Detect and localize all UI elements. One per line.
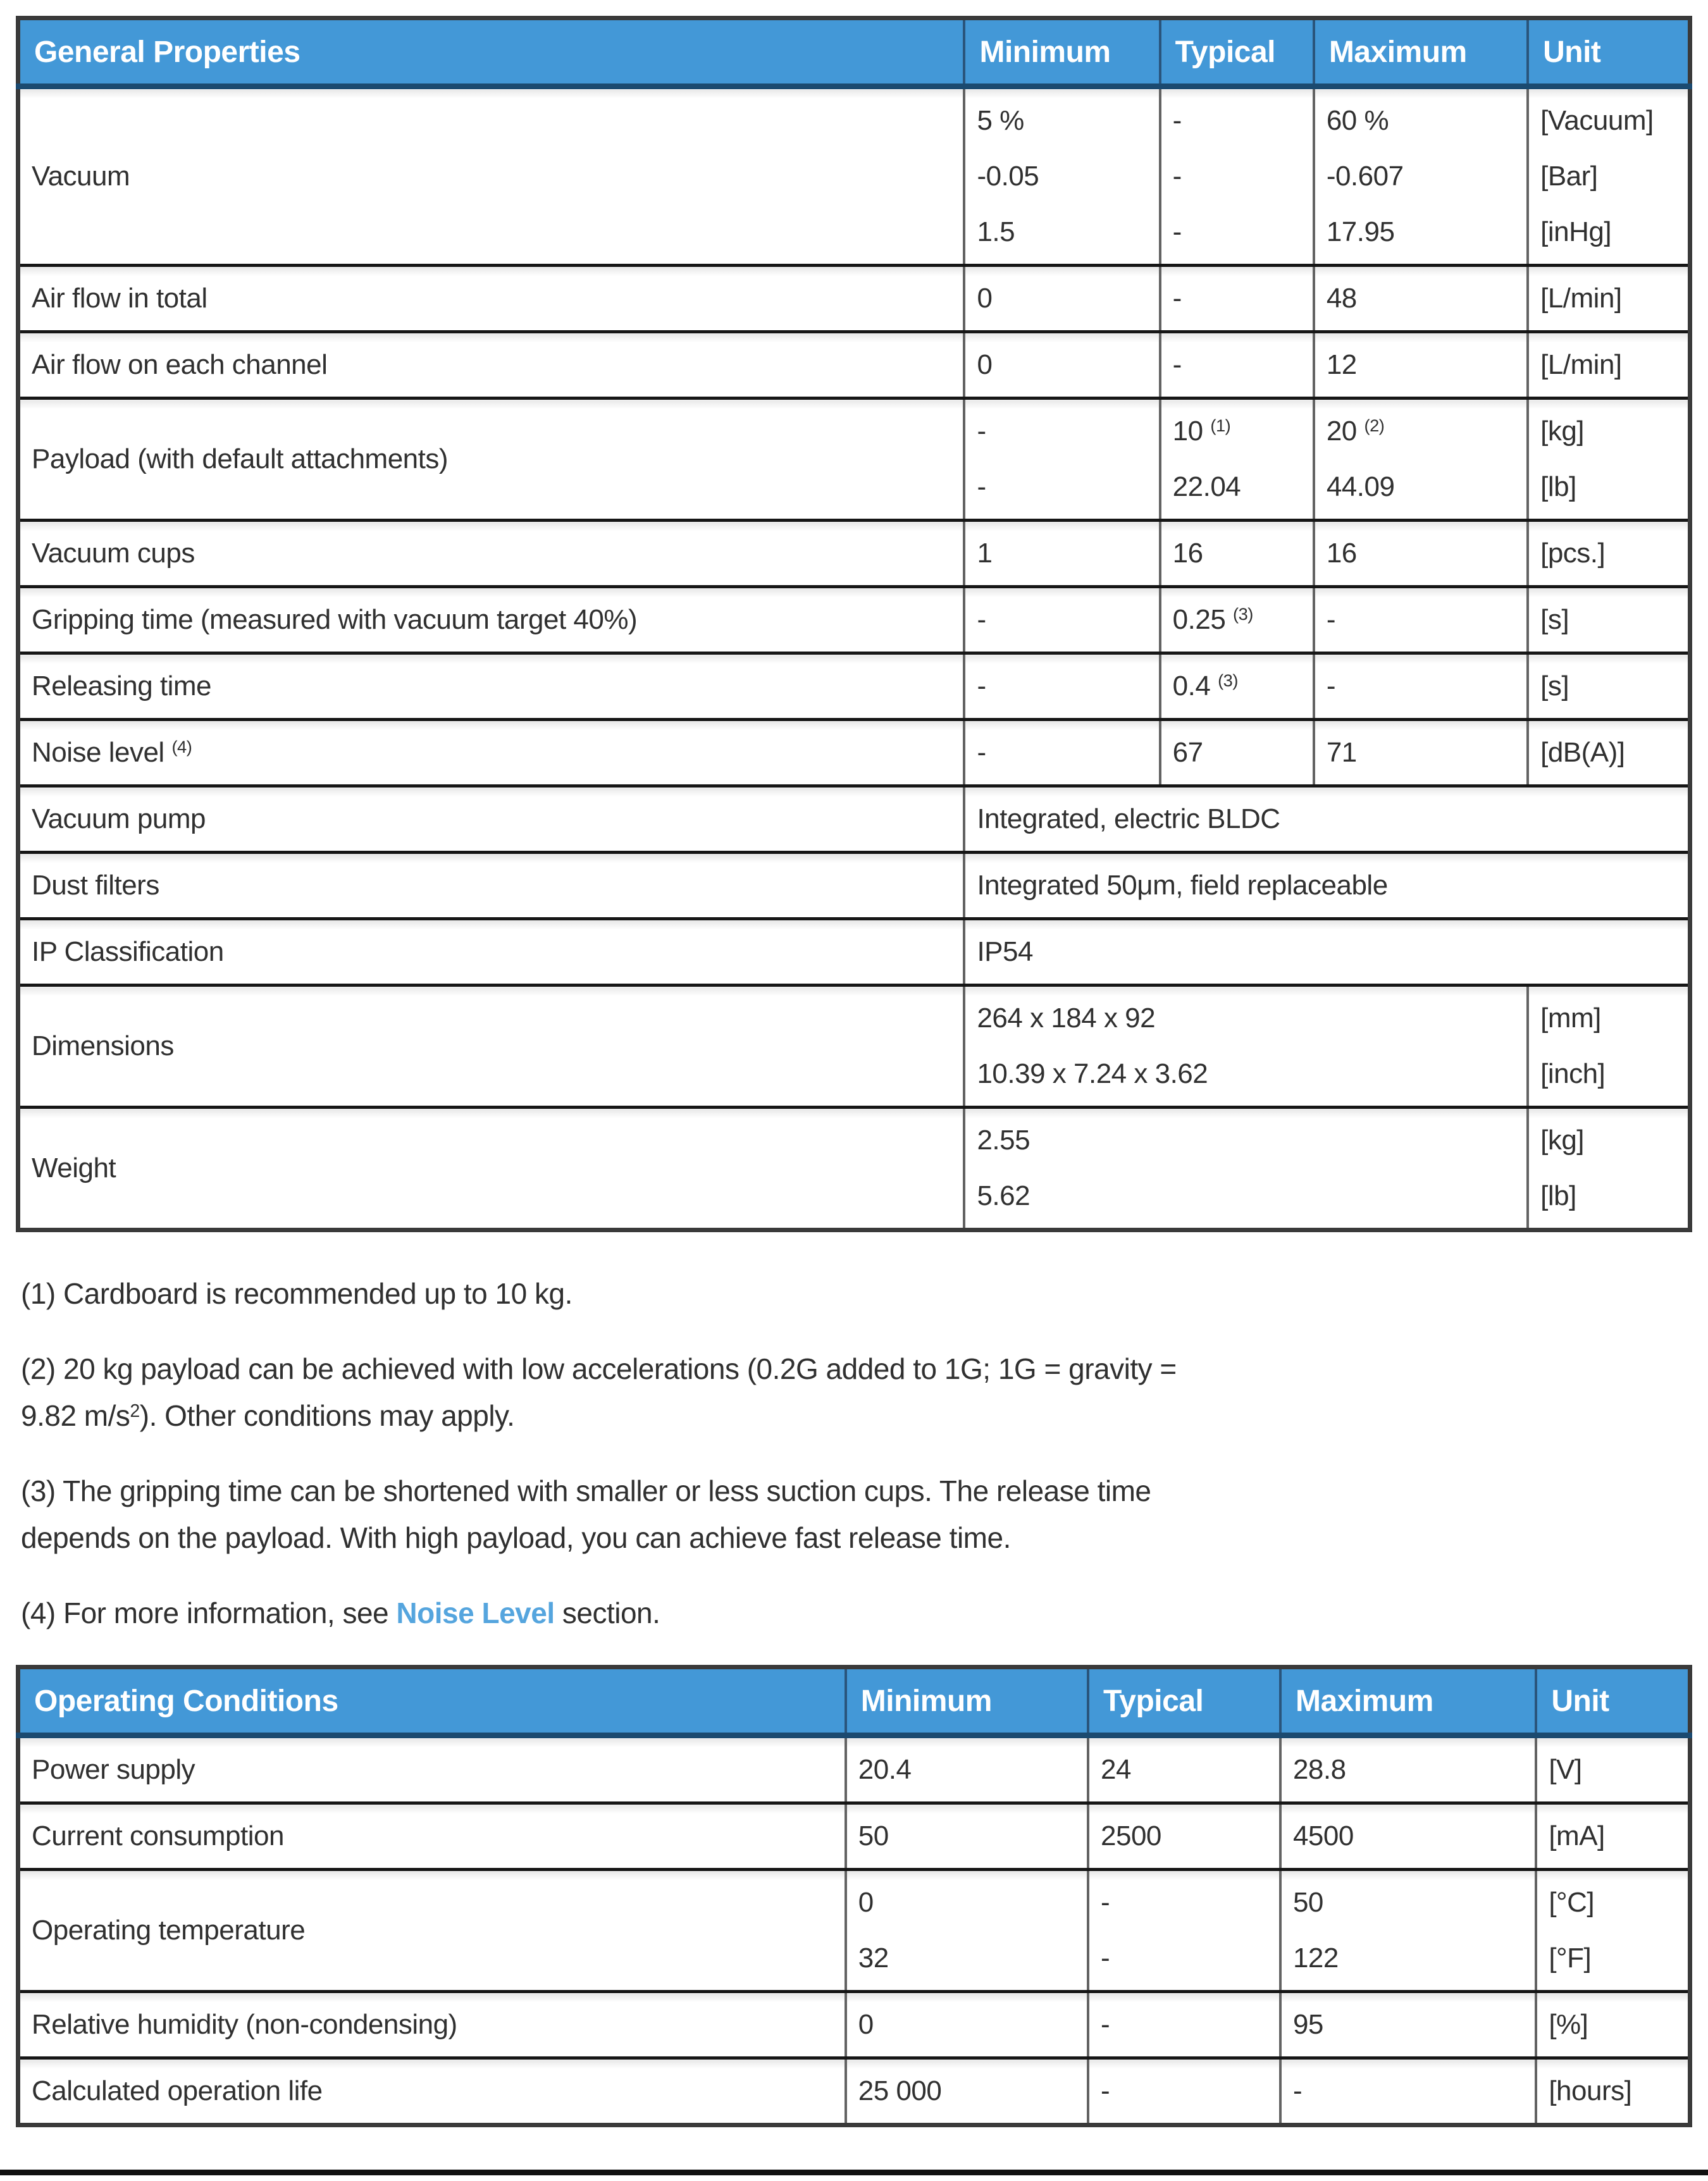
footnote-line bbox=[21, 1345, 1676, 1392]
table-cell bbox=[1528, 720, 1690, 786]
cell-line: 60 % bbox=[1326, 105, 1389, 136]
footnote-text: (1) Cardboard is recommended up to 10 kg. bbox=[21, 1277, 572, 1310]
cell-line: 0 bbox=[977, 283, 993, 314]
cell-line: [dB(A)] bbox=[1540, 737, 1625, 768]
table-cell bbox=[1528, 521, 1690, 587]
cell-line: Relative humidity (non-condensing) bbox=[32, 2009, 457, 2040]
cell-line: -0.05 bbox=[977, 161, 1039, 192]
row-label bbox=[18, 266, 965, 332]
footnote-marker: (3) bbox=[1218, 670, 1238, 691]
table-row bbox=[18, 87, 1690, 266]
footnote-line bbox=[21, 1467, 1676, 1514]
cell-line: Vacuum bbox=[32, 161, 130, 192]
cell-line: [kg] bbox=[1540, 416, 1585, 447]
footnotes-section bbox=[21, 1270, 1676, 1636]
table-cell bbox=[964, 266, 1160, 332]
cell-line: Payload (with default attachments) bbox=[32, 443, 449, 474]
table-row bbox=[18, 985, 1690, 1108]
cell-line: [kg] bbox=[1540, 1125, 1585, 1156]
cell-line: 20.4 bbox=[858, 1754, 912, 1785]
table-cell bbox=[1528, 87, 1690, 266]
cell-line: 24 bbox=[1101, 1754, 1131, 1785]
table-cell bbox=[1088, 1992, 1280, 2058]
table-row bbox=[18, 1803, 1690, 1870]
cell-line: - bbox=[1101, 2075, 1110, 2106]
table-cell bbox=[964, 332, 1160, 399]
table-cell bbox=[1528, 653, 1690, 720]
table-cell bbox=[1160, 720, 1314, 786]
cell-line: - bbox=[1172, 105, 1182, 136]
cell-line: Air flow on each channel bbox=[32, 349, 328, 380]
cell-line: [inHg] bbox=[1540, 216, 1612, 247]
table-cell bbox=[1160, 587, 1314, 653]
footnote-text: (3) The gripping time can be shortened with smaller or less suction cups. The release time bbox=[21, 1474, 1151, 1507]
table-cell bbox=[1528, 399, 1690, 521]
column-header: Maximum bbox=[1280, 1667, 1536, 1736]
cell-line: [V] bbox=[1549, 1754, 1582, 1785]
cell-line: 44.09 bbox=[1326, 471, 1395, 502]
footnote bbox=[21, 1590, 1676, 1636]
table-row bbox=[18, 653, 1690, 720]
cell-line: [mA] bbox=[1549, 1820, 1605, 1851]
table-cell bbox=[1536, 1870, 1690, 1992]
cell-line: 12 bbox=[1326, 349, 1357, 380]
table-cell bbox=[1160, 521, 1314, 587]
cell-line: 32 bbox=[858, 1943, 889, 1974]
table-cell bbox=[1314, 521, 1528, 587]
cell-line: [Bar] bbox=[1540, 161, 1598, 192]
table-row bbox=[18, 919, 1690, 985]
cell-line: Weight bbox=[32, 1152, 116, 1183]
cell-line: Vacuum cups bbox=[32, 538, 195, 569]
table-cell bbox=[1160, 332, 1314, 399]
cell-line: 0 bbox=[858, 1887, 874, 1918]
column-header: Typical bbox=[1088, 1667, 1280, 1736]
row-label bbox=[18, 1870, 846, 1992]
footnote-marker: (3) bbox=[1233, 604, 1253, 624]
cell-line: Integrated, electric BLDC bbox=[977, 803, 1280, 834]
table-cell bbox=[1314, 87, 1528, 266]
table-row bbox=[18, 1992, 1690, 2058]
table-cell bbox=[1536, 2058, 1690, 2125]
cell-line: IP Classification bbox=[32, 936, 224, 967]
table-cell bbox=[846, 1992, 1088, 2058]
table-cell bbox=[1088, 2058, 1280, 2125]
table-cell bbox=[964, 786, 1690, 853]
row-label bbox=[18, 786, 965, 853]
table-cell bbox=[1528, 266, 1690, 332]
table-row bbox=[18, 786, 1690, 853]
cell-line: Calculated operation life bbox=[32, 2075, 323, 2106]
table-cell bbox=[964, 1108, 1528, 1230]
cell-line: 71 bbox=[1326, 737, 1357, 768]
cell-line: Air flow in total bbox=[32, 283, 207, 314]
cell-line: 2.55 bbox=[977, 1125, 1030, 1156]
cell-line: - bbox=[1292, 2075, 1303, 2106]
general-properties-table bbox=[16, 16, 1692, 1232]
footnote-text: depends on the payload. With high payload, you can achieve fast release time. bbox=[21, 1521, 1011, 1554]
cell-line: Noise level $^{(4)}$ bbox=[32, 737, 192, 768]
table-cell bbox=[1160, 399, 1314, 521]
footnote-line bbox=[21, 1270, 1676, 1317]
table-row bbox=[18, 399, 1690, 521]
cell-line: - bbox=[1101, 1887, 1110, 1918]
cell-line: - bbox=[977, 604, 986, 635]
table-cell bbox=[1280, 1736, 1536, 1803]
cell-line: [s] bbox=[1540, 604, 1569, 635]
operating-conditions-table bbox=[16, 1665, 1692, 2127]
table-cell bbox=[1280, 1803, 1536, 1870]
footnote-text: (2) 20 kg payload can be achieved with low accelerations (0.2G added to 1G; 1G = gravity = bbox=[21, 1352, 1177, 1385]
table-cell bbox=[1088, 1736, 1280, 1803]
footnote-marker: (2) bbox=[1364, 416, 1385, 436]
cell-line: [°C] bbox=[1549, 1887, 1595, 1918]
table-cell bbox=[1314, 653, 1528, 720]
row-label bbox=[18, 1803, 846, 1870]
cell-line: [Vacuum] bbox=[1540, 105, 1654, 136]
cell-line: - bbox=[977, 737, 986, 768]
cell-line: Power supply bbox=[32, 1754, 195, 1785]
table-cell bbox=[1528, 985, 1690, 1108]
table-cell bbox=[1280, 2058, 1536, 2125]
footnote-text: section. bbox=[554, 1597, 660, 1629]
table-cell bbox=[846, 1870, 1088, 1992]
noise-level-link[interactable]: Noise Level bbox=[396, 1597, 555, 1629]
cell-line: 16 bbox=[1172, 538, 1203, 569]
header-row bbox=[18, 18, 1690, 87]
table-cell bbox=[1536, 1736, 1690, 1803]
cell-line: [lb] bbox=[1540, 1180, 1576, 1211]
table-cell bbox=[1314, 587, 1528, 653]
cell-line: [L/min] bbox=[1540, 283, 1622, 314]
table-row bbox=[18, 266, 1690, 332]
cell-line: 10.39 x 7.24 x 3.62 bbox=[977, 1058, 1208, 1089]
footnote-marker: (4) bbox=[171, 737, 192, 757]
row-label bbox=[18, 87, 965, 266]
footnote-line bbox=[21, 1514, 1676, 1561]
row-label bbox=[18, 919, 965, 985]
cell-line: 264 x 184 x 92 bbox=[977, 1003, 1156, 1034]
superscript: 2 bbox=[130, 1400, 140, 1421]
table-cell bbox=[964, 653, 1160, 720]
row-label bbox=[18, 332, 965, 399]
table-cell bbox=[846, 1803, 1088, 1870]
cell-line: 48 bbox=[1326, 283, 1357, 314]
cell-line: - bbox=[1172, 216, 1182, 247]
footnote-text: 9.82 m/s bbox=[21, 1399, 130, 1432]
cell-line: 5 % bbox=[977, 105, 1024, 136]
table-cell bbox=[1160, 266, 1314, 332]
cell-line: [s] bbox=[1540, 670, 1569, 701]
cell-line: 50 bbox=[858, 1820, 889, 1851]
footnote-line bbox=[21, 1590, 1676, 1636]
cell-line: 16 bbox=[1326, 538, 1357, 569]
cell-line: 17.95 bbox=[1326, 216, 1395, 247]
column-header: Unit bbox=[1528, 18, 1690, 87]
table-cell bbox=[846, 2058, 1088, 2125]
table-cell bbox=[1536, 1803, 1690, 1870]
row-label bbox=[18, 985, 965, 1108]
cell-line: 2500 bbox=[1101, 1820, 1161, 1851]
cell-line: - bbox=[1172, 283, 1182, 314]
row-label bbox=[18, 720, 965, 786]
cell-line: [hours] bbox=[1549, 2075, 1632, 2106]
cell-line: - bbox=[1172, 161, 1182, 192]
cell-line: - bbox=[1172, 349, 1182, 380]
table-cell bbox=[1528, 1108, 1690, 1230]
cell-line: 25 000 bbox=[858, 2075, 942, 2106]
cell-line: [L/min] bbox=[1540, 349, 1622, 380]
table-cell bbox=[964, 853, 1690, 919]
cell-line: - bbox=[977, 670, 986, 701]
cell-line: 0.25 $^{(3)}$ bbox=[1172, 604, 1253, 635]
cell-line: IP54 bbox=[977, 936, 1033, 967]
table-cell bbox=[1280, 1992, 1536, 2058]
cell-line: [pcs.] bbox=[1540, 538, 1606, 569]
table-cell bbox=[1088, 1803, 1280, 1870]
cell-line: Current consumption bbox=[32, 1820, 284, 1851]
table-row bbox=[18, 587, 1690, 653]
cell-line: 10 $^{(1)}$ bbox=[1172, 416, 1231, 447]
table-cell bbox=[1314, 266, 1528, 332]
cell-line: [%] bbox=[1549, 2009, 1588, 2040]
table-cell bbox=[964, 985, 1528, 1108]
table-cell bbox=[1528, 587, 1690, 653]
table-cell bbox=[1160, 653, 1314, 720]
cell-line: -0.607 bbox=[1326, 161, 1404, 192]
footnote bbox=[21, 1345, 1676, 1439]
table-cell bbox=[964, 587, 1160, 653]
table-cell bbox=[964, 521, 1160, 587]
row-label bbox=[18, 1736, 846, 1803]
table-cell bbox=[964, 87, 1160, 266]
table-row bbox=[18, 1736, 1690, 1803]
table-cell bbox=[1088, 1870, 1280, 1992]
table-row bbox=[18, 1870, 1690, 1992]
cell-line: [mm] bbox=[1540, 1003, 1601, 1034]
table-cell bbox=[964, 720, 1160, 786]
table-cell bbox=[846, 1736, 1088, 1803]
table-title: General Properties bbox=[18, 18, 965, 87]
row-label bbox=[18, 1992, 846, 2058]
column-header: Minimum bbox=[964, 18, 1160, 87]
cell-line: 20 $^{(2)}$ bbox=[1326, 416, 1385, 447]
cell-line: Integrated 50μm, field replaceable bbox=[977, 870, 1388, 901]
cell-line: Dimensions bbox=[32, 1030, 174, 1061]
cell-line: 4500 bbox=[1292, 1820, 1354, 1851]
table-cell bbox=[1314, 332, 1528, 399]
cell-line: - bbox=[1101, 2009, 1110, 2040]
footnote-line bbox=[21, 1392, 1676, 1439]
table-cell bbox=[1160, 87, 1314, 266]
cell-line: - bbox=[1326, 604, 1335, 635]
page-footer-rule bbox=[0, 2170, 1708, 2175]
cell-line: 28.8 bbox=[1292, 1754, 1346, 1785]
cell-line: - bbox=[1101, 1943, 1110, 1974]
table-cell bbox=[1314, 399, 1528, 521]
table-cell bbox=[1314, 720, 1528, 786]
table-title: Operating Conditions bbox=[18, 1667, 846, 1736]
table-row bbox=[18, 853, 1690, 919]
cell-line: 95 bbox=[1292, 2009, 1323, 2040]
table-row bbox=[18, 521, 1690, 587]
footnote bbox=[21, 1467, 1676, 1561]
cell-line: Gripping time (measured with vacuum target 40%) bbox=[32, 604, 638, 635]
cell-line: Dust filters bbox=[32, 870, 159, 901]
row-label bbox=[18, 587, 965, 653]
cell-line: 1.5 bbox=[977, 216, 1015, 247]
row-label bbox=[18, 521, 965, 587]
cell-line: 0 bbox=[858, 2009, 874, 2040]
row-label bbox=[18, 2058, 846, 2125]
row-label bbox=[18, 853, 965, 919]
cell-line: 50 bbox=[1292, 1887, 1323, 1918]
table-cell bbox=[1280, 1870, 1536, 1992]
table-cell bbox=[964, 399, 1160, 521]
header-row bbox=[18, 1667, 1690, 1736]
cell-line: - bbox=[1326, 670, 1335, 701]
footnote bbox=[21, 1270, 1676, 1317]
footnote-text: ). Other conditions may apply. bbox=[139, 1399, 515, 1432]
cell-line: - bbox=[977, 416, 986, 447]
cell-line: - bbox=[977, 471, 986, 502]
table-row bbox=[18, 1108, 1690, 1230]
cell-line: 5.62 bbox=[977, 1180, 1030, 1211]
row-label bbox=[18, 1108, 965, 1230]
cell-line: [inch] bbox=[1540, 1058, 1606, 1089]
cell-line: 0 bbox=[977, 349, 993, 380]
table-row bbox=[18, 720, 1690, 786]
column-header: Maximum bbox=[1314, 18, 1528, 87]
cell-line: 122 bbox=[1292, 1943, 1339, 1974]
table-cell bbox=[1528, 332, 1690, 399]
cell-line: Releasing time bbox=[32, 670, 212, 701]
column-header: Minimum bbox=[846, 1667, 1088, 1736]
row-label bbox=[18, 653, 965, 720]
footnote-text: (4) For more information, see bbox=[21, 1597, 397, 1629]
row-label bbox=[18, 399, 965, 521]
footnote-marker: (1) bbox=[1210, 416, 1231, 436]
cell-line: [lb] bbox=[1540, 471, 1576, 502]
cell-line: 22.04 bbox=[1172, 471, 1241, 502]
table-cell bbox=[1536, 1992, 1690, 2058]
cell-line: 67 bbox=[1172, 737, 1203, 768]
table-row bbox=[18, 332, 1690, 399]
column-header: Unit bbox=[1536, 1667, 1690, 1736]
cell-line: 0.4 $^{(3)}$ bbox=[1172, 670, 1238, 701]
table-cell bbox=[964, 919, 1690, 985]
cell-line: Vacuum pump bbox=[32, 803, 206, 834]
cell-line: Operating temperature bbox=[32, 1915, 306, 1946]
table-row bbox=[18, 2058, 1690, 2125]
cell-line: 1 bbox=[977, 538, 993, 569]
column-header: Typical bbox=[1160, 18, 1314, 87]
cell-line: [°F] bbox=[1549, 1943, 1592, 1974]
